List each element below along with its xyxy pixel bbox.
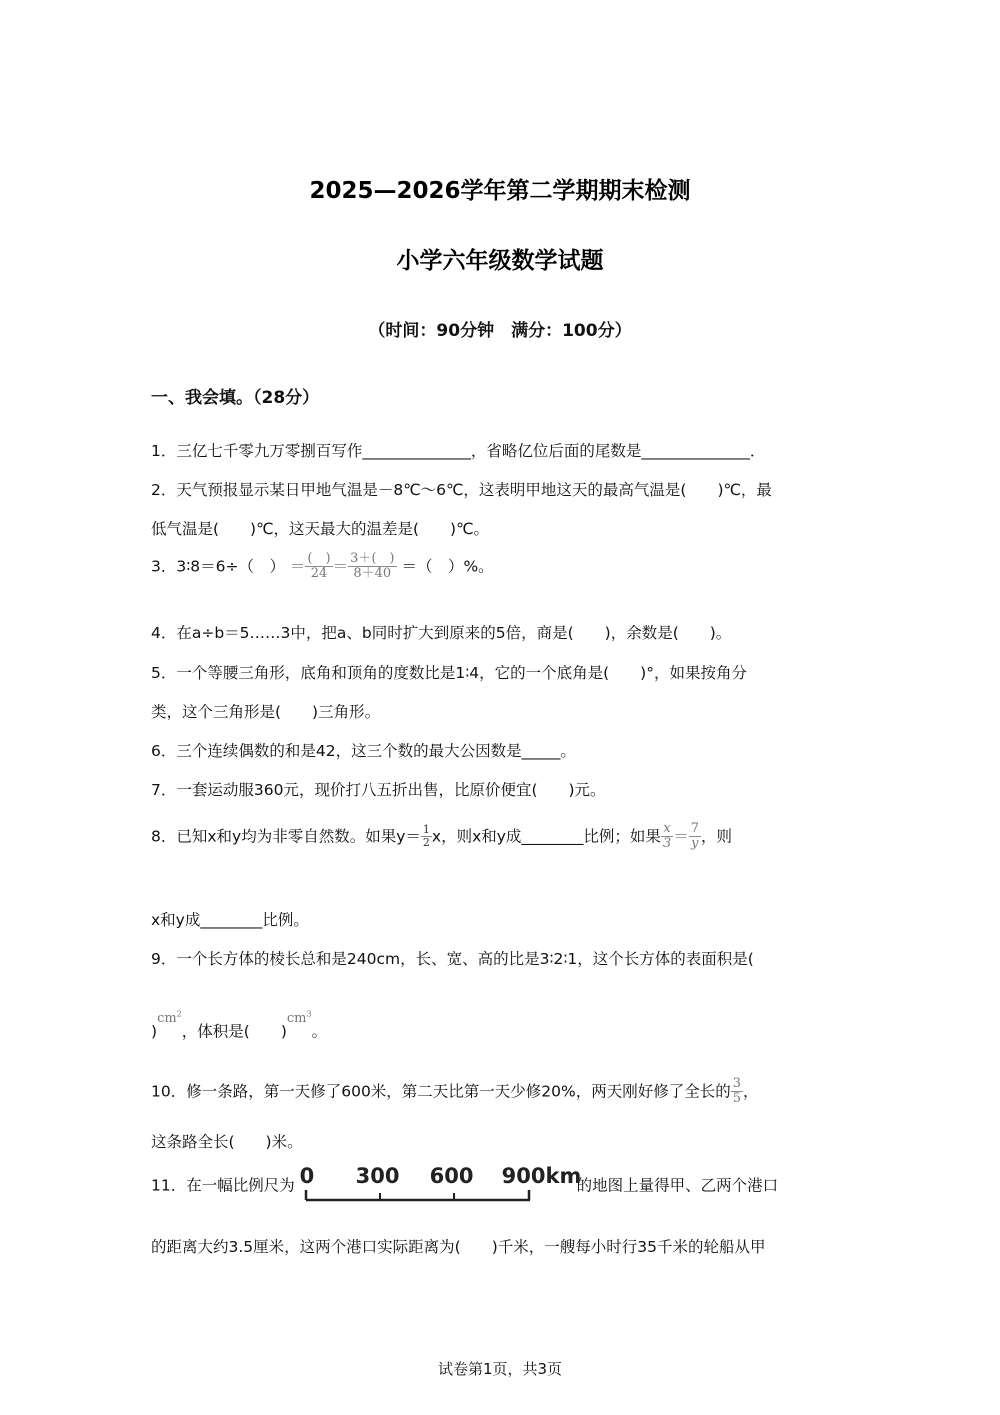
q8-fraction-half-den: 2: [422, 836, 430, 850]
question-8-line2: x和y成________比例。: [151, 911, 309, 929]
question-2-line2: 低气温是( )℃，这天最大的温差是( )℃。: [151, 520, 490, 538]
q3-fraction-1: [305, 552, 332, 582]
q9-end: 。: [311, 1022, 328, 1041]
q3-fraction-1-num: ( ): [307, 551, 331, 566]
q8-fraction-x3: [661, 822, 673, 852]
q9-unit-volume-exp: 3: [306, 1010, 312, 1019]
scale-ruler: [300, 1168, 572, 1204]
question-10-line2: 这条路全长( )米。: [151, 1133, 303, 1151]
scale-label-0: 0: [299, 1164, 315, 1188]
q3-suffix: ＝（ ）%。: [401, 557, 494, 576]
question-6: 6．三个连续偶数的和是42，这三个数的最大公因数是_____。: [151, 742, 576, 760]
q8-fraction-7y-den: y: [691, 836, 699, 852]
q10-fraction-den: 5: [732, 1091, 742, 1107]
page-footer: 试卷第1页，共3页: [437, 1360, 563, 1378]
question-8-line1: [151, 822, 732, 852]
question-9-line2: [151, 1010, 327, 1041]
exam-title: 2025—2026学年第二学期期末检测: [309, 178, 691, 204]
q9-unit-area-base: cm: [157, 1011, 177, 1027]
question-3: [151, 552, 494, 582]
q8-fraction-7y-num: 7: [690, 821, 699, 836]
q9-volume-text: ，体积是( ): [181, 1022, 287, 1041]
q8-part2: x，则x和y成________比例；如果: [431, 827, 661, 846]
q11-suffix: 的地图上量得甲、乙两个港口: [576, 1176, 779, 1195]
scale-label-900km: 900km: [501, 1164, 582, 1188]
question-11-line1: [151, 1164, 779, 1204]
question-5-line2: 类，这个三角形是( )三角形。: [151, 703, 381, 721]
q9-unit-area: [157, 1011, 182, 1026]
q8-fraction-x3-num: x: [661, 822, 673, 837]
q8-part1: 8．已知x和y均为非零自然数。如果y＝: [151, 827, 421, 846]
q3-fraction-1-den: 24: [310, 566, 328, 582]
question-7: 7．一套运动服360元，现价打八五折出售，比原价便宜( )元。: [151, 781, 606, 799]
question-10-line1: [151, 1077, 759, 1107]
q9-close-paren: ): [151, 1022, 158, 1041]
exam-subject-title: 小学六年级数学试题: [396, 248, 604, 274]
q8-fraction-half: [421, 824, 432, 849]
q8-equals: ＝: [673, 827, 689, 846]
q9-unit-volume-base: cm: [286, 1011, 307, 1027]
question-2-line1: 2．天气预报显示某日甲地气温是－8℃～6℃，这表明甲地这天的最高气温是( )℃，最: [151, 481, 772, 499]
question-11-line2: 的距离大约3.5厘米，这两个港口实际距离为( )千米，一艘每小时行35千米的轮船从甲: [151, 1238, 766, 1256]
q8-fraction-half-num: 1: [422, 823, 430, 837]
q8-fraction-x3-den: 3: [662, 836, 672, 852]
q10-fraction: [731, 1077, 743, 1107]
q3-fraction-2-num: 3＋( ): [350, 551, 395, 566]
q9-unit-area-exp: 2: [176, 1010, 182, 1019]
q10-tail: ，: [743, 1082, 759, 1101]
q3-prefix: 3．3∶8＝6÷（ ）: [151, 557, 285, 576]
q3-fraction-2-den: 8＋40: [353, 566, 392, 582]
exam-time-score: （时间：90分钟 满分：100分）: [368, 321, 632, 341]
map-scale-bar: [299, 1164, 582, 1204]
q10-fraction-num: 3: [732, 1076, 742, 1091]
scale-label-600: 600: [429, 1164, 474, 1188]
question-5-line1: 5．一个等腰三角形，底角和顶角的度数比是1∶4，它的一个底角是( )°，如果按角分: [151, 664, 747, 682]
q3-equals-2: ＝: [332, 557, 349, 576]
q3-equals-1: ＝: [289, 557, 306, 576]
question-9-line1: 9．一个长方体的棱长总和是240cm，长、宽、高的比是3∶2∶1，这个长方体的表面积是(: [151, 950, 754, 968]
question-1: 1．三亿七千零九万零捌百写作______________，省略亿位后面的尾数是______________．: [151, 442, 766, 460]
question-4: 4．在a÷b＝5……3中，把a、b同时扩大到原来的5倍，商是( )，余数是( )。: [151, 624, 732, 642]
q3-fraction-2: [348, 552, 396, 582]
q8-part3: ，则: [701, 827, 733, 846]
q10-text: 10．修一条路，第一天修了600米，第二天比第一天少修20%，两天刚好修了全长的: [151, 1082, 731, 1101]
q11-prefix: 11．在一幅比例尺为: [151, 1176, 295, 1195]
q9-unit-volume: [287, 1011, 312, 1026]
q8-fraction-7y: [689, 822, 701, 852]
section-heading: 一、我会填。（28分）: [151, 388, 320, 408]
scale-label-300: 300: [355, 1164, 400, 1188]
